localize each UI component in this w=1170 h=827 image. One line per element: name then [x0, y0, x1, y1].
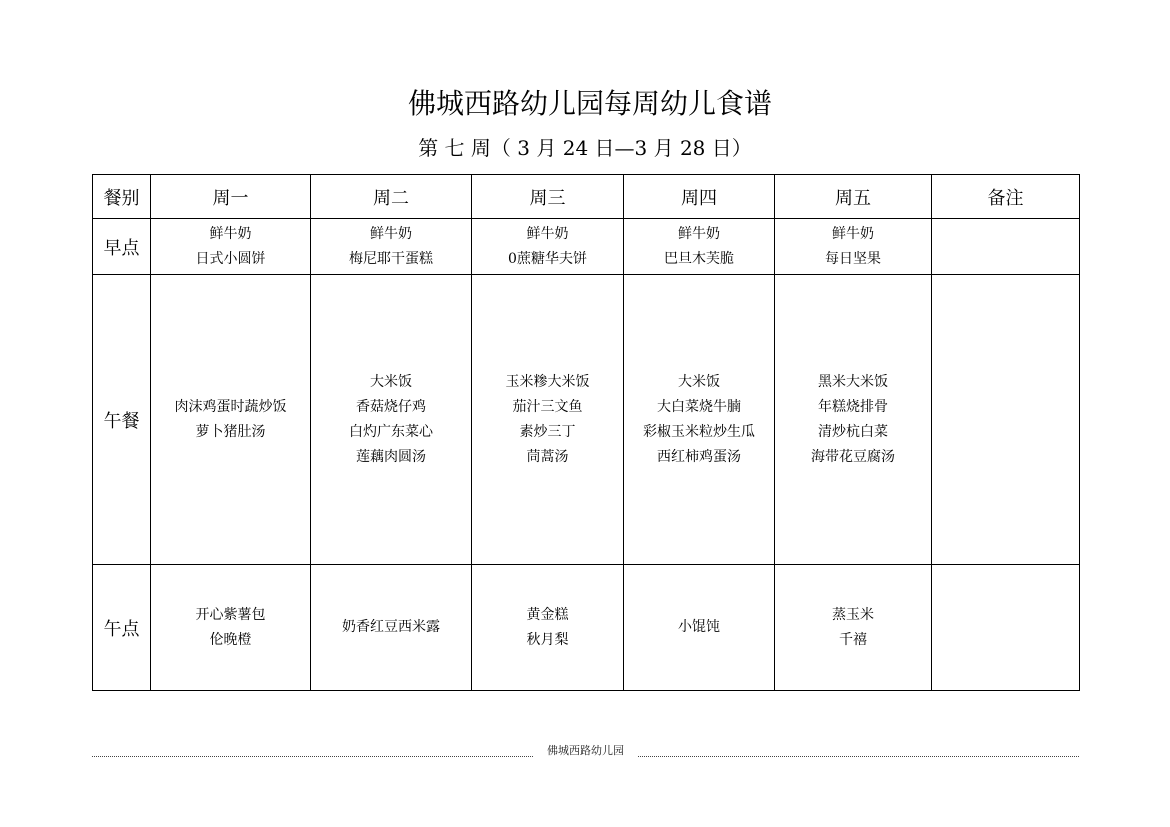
header-friday: 周五: [775, 175, 932, 219]
week-subtitle: 第 七 周（ 3 月 24 日—3 月 28 日）: [418, 136, 752, 160]
header-tuesday: 周二: [311, 175, 472, 219]
menu-item: 奶香红豆西米露: [342, 619, 440, 635]
menu-cell-monday: [151, 275, 311, 565]
menu-cell-friday: [775, 565, 932, 691]
snack-row: [93, 565, 1080, 691]
menu-item: 蒸玉米: [832, 606, 874, 623]
menu-item: 清炒杭白菜: [818, 423, 888, 440]
header-meal-type: 餐别: [93, 175, 151, 219]
menu-cell-thursday: [624, 565, 775, 691]
menu-cell-friday: [775, 219, 932, 275]
header-monday: 周一: [151, 175, 311, 219]
header-row: [93, 175, 1080, 219]
menu-item: 鲜牛奶: [209, 225, 252, 242]
menu-item: 每日坚果: [825, 250, 881, 267]
weekly-menu-table: [92, 174, 1080, 691]
header-thursday: 周四: [624, 175, 775, 219]
menu-cell-tuesday: [311, 565, 472, 691]
footer-dotted-line-right: [638, 744, 1079, 757]
menu-cell-wednesday: [472, 565, 624, 691]
lunch-row: [93, 275, 1080, 565]
menu-item: 鲜牛奶: [832, 225, 874, 242]
menu-cell-remarks: [932, 565, 1080, 691]
menu-cell-remarks: [932, 219, 1080, 275]
menu-item: 素炒三丁: [519, 423, 576, 440]
menu-cell-friday: [775, 275, 932, 565]
menu-item: 莲藕肉圆汤: [356, 448, 426, 465]
header-remarks: 备注: [932, 175, 1080, 219]
menu-item: 玉米糁大米饭: [505, 373, 590, 390]
menu-item: 鲜牛奶: [678, 225, 720, 242]
menu-item: 茄汁三文鱼: [512, 398, 583, 415]
page-footer: [92, 740, 1079, 760]
menu-item: 西红柿鸡蛋汤: [657, 448, 741, 465]
menu-item: 梅尼耶干蛋糕: [349, 250, 433, 267]
menu-item: 年糕烧排骨: [818, 398, 888, 415]
menu-item: 千禧: [839, 631, 867, 648]
menu-item: 巴旦木芙脆: [664, 250, 734, 267]
menu-cell-tuesday: [311, 275, 472, 565]
menu-item: 0蔗糖华夫饼: [508, 250, 587, 267]
menu-item: 茼蒿汤: [526, 448, 569, 465]
menu-item: 黑米大米饭: [818, 373, 888, 390]
menu-item: 香菇烧仔鸡: [356, 398, 426, 415]
page-title: 佛城西路幼儿园每周幼儿食谱: [407, 87, 772, 120]
meal-type-label: 午餐: [93, 275, 151, 565]
menu-item: 萝卜猪肚汤: [195, 423, 266, 440]
footer-text: 佛城西路幼儿园: [547, 744, 624, 757]
menu-item: 秋月梨: [526, 631, 569, 648]
breakfast-row: [93, 219, 1080, 275]
menu-cell-tuesday: [311, 219, 472, 275]
header-wednesday: 周三: [472, 175, 624, 219]
menu-item: 伦晚橙: [209, 631, 252, 648]
menu-cell-wednesday: [472, 219, 624, 275]
menu-item: 白灼广东菜心: [349, 423, 433, 440]
meal-type-label: 午点: [93, 565, 151, 691]
menu-item: 鲜牛奶: [370, 225, 412, 242]
menu-item: 黄金糕: [526, 606, 569, 623]
meal-type-label: 早点: [93, 219, 151, 275]
menu-item: 大米饭: [370, 373, 412, 390]
menu-cell-monday: [151, 565, 311, 691]
menu-item: 肉沫鸡蛋时蔬炒饭: [174, 398, 287, 415]
menu-cell-remarks: [932, 275, 1080, 565]
menu-item: 海带花豆腐汤: [811, 448, 895, 465]
menu-cell-wednesday: [472, 275, 624, 565]
menu-cell-monday: [151, 219, 311, 275]
menu-item: 开心紫薯包: [195, 606, 266, 623]
menu-item: 大白菜烧牛腩: [657, 398, 741, 415]
menu-cell-thursday: [624, 275, 775, 565]
menu-cell-thursday: [624, 219, 775, 275]
menu-item: 小馄饨: [678, 619, 720, 635]
menu-item: 大米饭: [678, 373, 720, 390]
menu-item: 日式小圆饼: [195, 250, 266, 267]
footer-dotted-line-left: [92, 744, 533, 757]
menu-item: 彩椒玉米粒炒生瓜: [643, 423, 755, 440]
menu-item: 鲜牛奶: [526, 225, 569, 242]
